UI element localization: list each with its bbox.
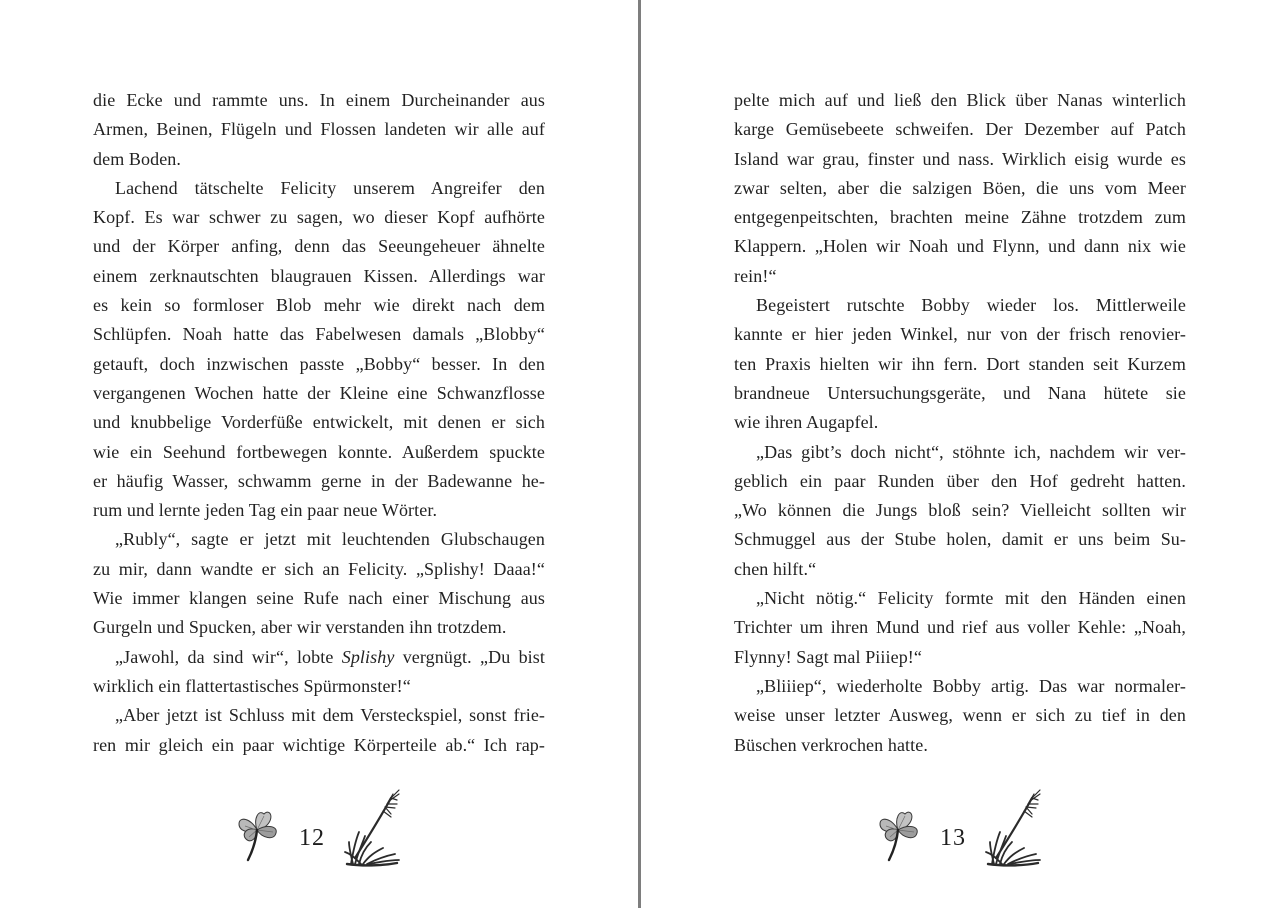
text-line: Island war grau, finster und nass. Wirklich eisig wurde es <box>734 148 1186 169</box>
paragraph <box>93 701 545 760</box>
text-line: pelte mich auf und ließ den Blick über Nanas winterlich <box>734 90 1186 110</box>
page-right-text <box>734 86 1186 760</box>
text-line: die Ecke und rammte uns. In einem Durcheinander aus <box>93 90 545 110</box>
text-line: zwar selten, aber die salzigen Böen, die uns vom Meer <box>734 177 1186 198</box>
paragraph <box>93 86 545 174</box>
text-line: er häufig Wasser, schwamm gerne in der Badewanne he- <box>93 470 545 491</box>
text-line: Wie immer klangen seine Rufe nach einer Mischung aus <box>93 588 545 609</box>
paragraph <box>734 291 1186 437</box>
paragraph <box>93 174 545 526</box>
text-line: es kein so formloser Blob mehr wie direkt nach dem <box>93 295 545 316</box>
grass-icon <box>982 786 1046 868</box>
text-line: Flynny! Sagt mal Piiiep!“ <box>734 646 922 667</box>
text-line: „Rubly“, sagte er jetzt mit leuchtenden Glubschaugen <box>115 529 545 550</box>
paragraph <box>734 584 1186 672</box>
text-line: einem zerknautschten blaugrauen Kissen. Allerdings war <box>93 265 545 286</box>
text-line: kannte er hier jeden Winkel, nur von der frisch renovier- <box>734 324 1186 345</box>
text-line: „Das gibt’s doch nicht“, stöhnte ich, nachdem wir ver- <box>756 441 1186 462</box>
text-line: „Bliiiep“, wiederholte Bobby artig. Das war normaler- <box>756 675 1186 696</box>
text-line: wirklich ein flattertastisches Spürmonster!“ <box>93 675 411 696</box>
text-line: Schlüpfen. Noah hatte das Fabelwesen damals „Blobby“ <box>93 324 545 345</box>
text-line: chen hilft.“ <box>734 558 817 579</box>
text-line: geblich ein paar Runden über den Hof gedreht hatten. <box>734 470 1186 491</box>
text-line: entgegenpeitschten, brachten meine Zähne trotzdem zum <box>734 207 1186 228</box>
text-line: rum und lernte jeden Tag ein paar neue Wörter. <box>93 500 438 521</box>
text-line: Klappern. „Holen wir Noah und Flynn, und dann nix wie <box>734 236 1186 257</box>
text-line: karge Gemüsebeete schweifen. Der Dezember auf Patch <box>734 119 1186 140</box>
text-line: getauft, doch inzwischen passte „Bobby“ besser. In den <box>93 353 545 374</box>
paragraph <box>734 438 1186 584</box>
paragraph <box>734 672 1186 760</box>
paragraph <box>93 643 545 702</box>
text-line: Begeistert rutschte Bobby wieder los. Mittlerweile <box>756 295 1186 316</box>
page-right-footer <box>734 778 1186 868</box>
text-line: Kopf. Es war schwer zu sagen, wo dieser Kopf aufhörte <box>93 207 545 228</box>
page-number: 12 <box>299 825 325 851</box>
clover-icon <box>874 806 924 864</box>
page-left-footer <box>93 778 545 868</box>
page-left <box>0 0 638 908</box>
text-line: Büschen verkrochen hatte. <box>734 734 928 755</box>
text-line: zu mir, dann wandte er sich an Felicity. „Splishy! Daaa!“ <box>93 558 545 579</box>
text-line: rein!“ <box>734 265 777 286</box>
text-line: ren mir gleich ein paar wichtige Körperteile ab.“ Ich rap- <box>93 734 545 755</box>
text-line: Gurgeln und Spucken, aber wir verstanden ihn trotzdem. <box>93 617 507 638</box>
text-line: „Nicht nötig.“ Felicity formte mit den Händen einen <box>756 588 1186 609</box>
text-line: Armen, Beinen, Flügeln und Flossen landeten wir alle auf <box>93 119 545 140</box>
text-line: „Wo können die Jungs bloß sein? Vielleicht sollten wir <box>734 500 1186 521</box>
paragraph <box>93 525 545 642</box>
text-line: Trichter um ihren Mund und rief aus voller Kehle: „Noah, <box>734 617 1186 638</box>
text-line: „Aber jetzt ist Schluss mit dem Versteckspiel, sonst frie- <box>115 705 545 726</box>
text-line: „Jawohl, da sind wir“, lobte Splishy vergnügt. „Du bist <box>115 646 545 667</box>
text-line: Schmuggel aus der Stube holen, damit er uns beim Su- <box>734 529 1186 550</box>
page-left-text <box>93 86 545 760</box>
grass-icon <box>341 786 405 868</box>
text-line: wie ein Seehund fortbewegen konnte. Außerdem spuckte <box>93 441 545 462</box>
text-line: dem Boden. <box>93 148 181 169</box>
text-line: weise unser letzter Ausweg, wenn er sich zu tief in den <box>734 705 1186 726</box>
text-line: wie ihren Augapfel. <box>734 412 879 433</box>
text-line: und knubbelige Vorderfüße entwickelt, mit denen er sich <box>93 412 545 433</box>
text-line: und der Körper anfing, denn das Seeungeheuer ähnelte <box>93 236 545 257</box>
text-line: vergangenen Wochen hatte der Kleine eine Schwanzflosse <box>93 382 545 403</box>
text-line: brandneue Untersuchungsgeräte, und Nana hütete sie <box>734 382 1186 403</box>
text-line: ten Praxis hielten wir ihn fern. Dort standen seit Kurzem <box>734 353 1186 374</box>
text-line: Lachend tätschelte Felicity unserem Angreifer den <box>115 177 545 198</box>
page-number: 13 <box>940 825 966 851</box>
page-right <box>641 0 1280 908</box>
paragraph <box>734 86 1186 291</box>
clover-icon <box>233 806 283 864</box>
